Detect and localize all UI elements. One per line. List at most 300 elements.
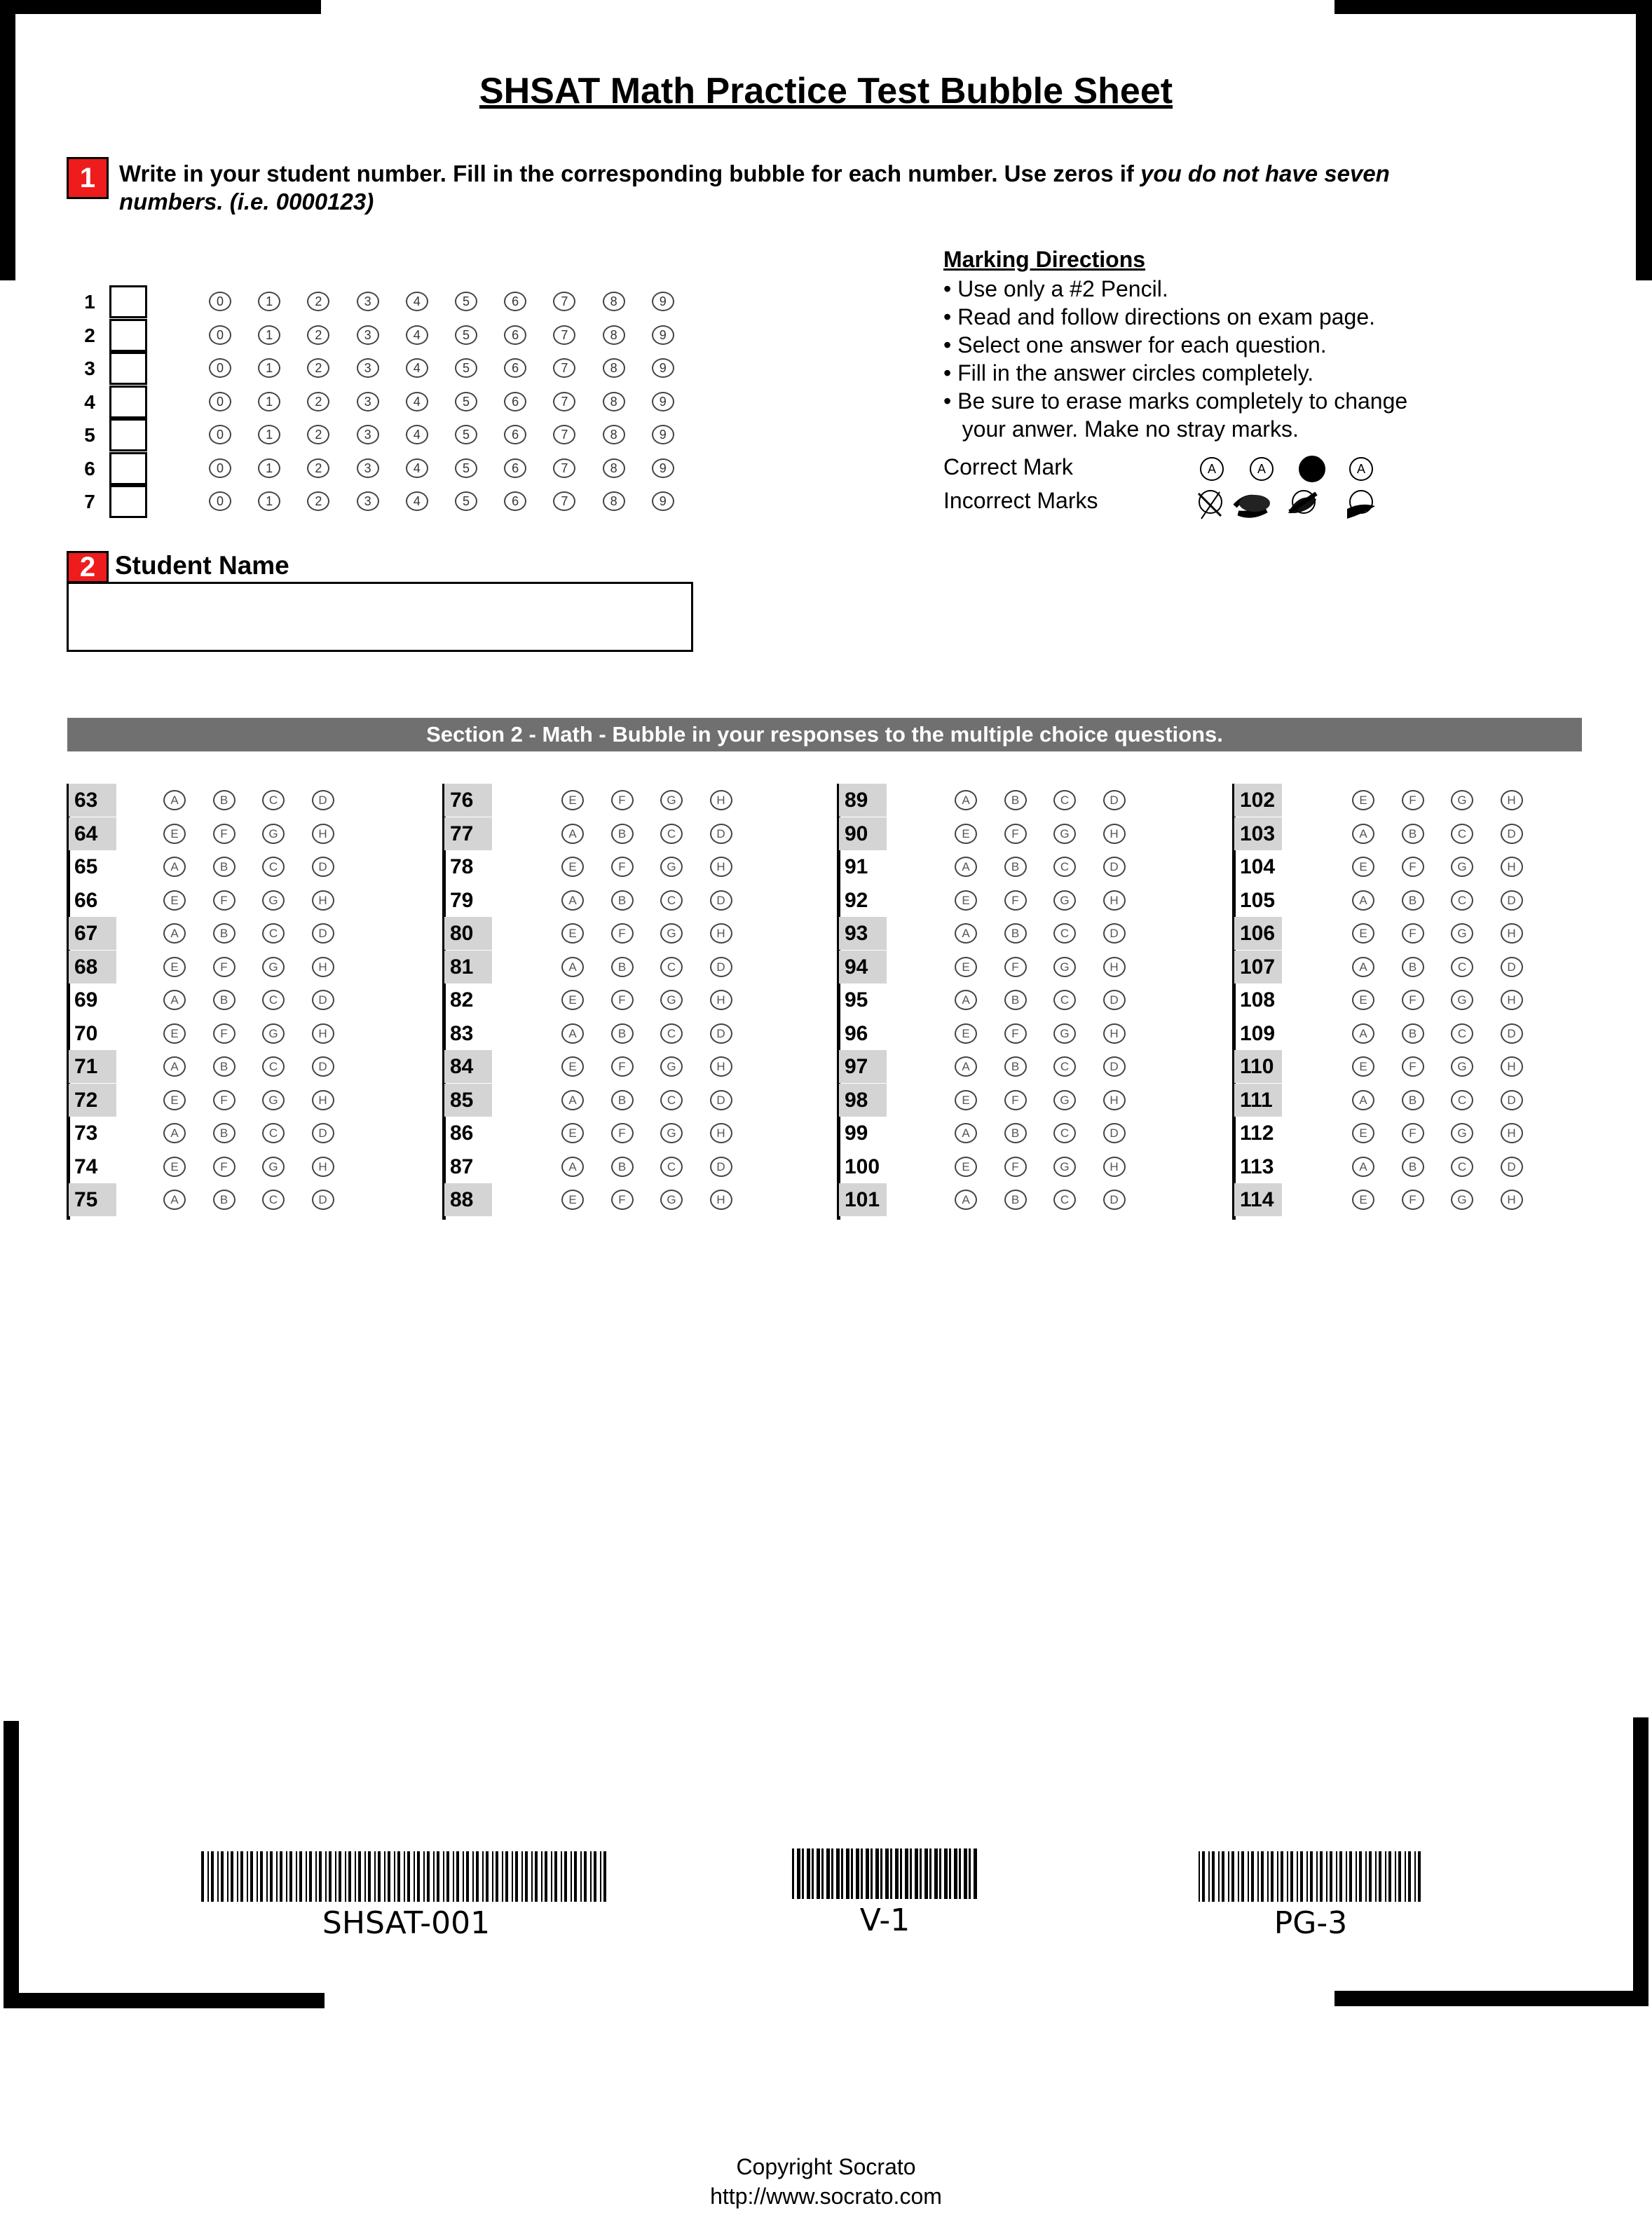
barcode-bar [846,1848,849,1899]
answer-bubble[interactable]: E [163,824,186,844]
digit-bubble[interactable]: 2 [307,292,329,311]
answer-bubble[interactable]: A [561,890,584,911]
answer-bubble[interactable]: C [1053,1190,1076,1210]
digit-bubble[interactable]: 6 [504,392,526,411]
answer-bubble[interactable]: E [163,890,186,911]
digit-bubble[interactable]: 1 [258,325,280,345]
answer-bubble[interactable]: F [1402,990,1424,1010]
digit-bubble[interactable]: 7 [553,292,575,311]
answer-bubble[interactable]: B [611,1157,634,1177]
answer-bubble[interactable]: B [213,990,235,1010]
student-name-field[interactable] [67,582,693,652]
answer-bubble[interactable]: C [1451,1090,1473,1110]
answer-bubble[interactable]: B [1004,990,1027,1010]
answer-bubble[interactable]: A [1352,824,1374,844]
answer-bubble[interactable]: B [1402,1157,1424,1177]
answer-bubble[interactable]: D [1103,1056,1126,1077]
digit-bubble[interactable]: 4 [406,491,428,511]
answer-bubble[interactable]: C [660,890,683,911]
digit-bubble[interactable]: 1 [258,292,280,311]
answer-bubble[interactable]: D [1103,1123,1126,1143]
digit-bubble[interactable]: 0 [209,491,231,511]
answer-bubble[interactable]: F [213,1157,235,1177]
answer-bubble[interactable]: A [561,957,584,977]
digit-bubble[interactable]: 8 [603,392,625,411]
answer-bubble[interactable]: C [1451,890,1473,911]
answer-bubble[interactable]: H [710,923,732,944]
answer-bubble[interactable]: A [163,857,186,877]
digit-bubble[interactable]: 4 [406,392,428,411]
answer-bubble[interactable]: B [611,890,634,911]
answer-bubble[interactable]: F [611,1056,634,1077]
answer-bubble[interactable]: D [1501,1023,1523,1044]
answer-bubble[interactable]: A [163,1190,186,1210]
answer-bubble[interactable]: E [163,1090,186,1110]
answer-bubble[interactable]: F [1402,1123,1424,1143]
digit-bubble[interactable]: 9 [652,458,674,478]
answer-bubble[interactable]: A [1352,1023,1374,1044]
answer-bubble[interactable]: B [1402,824,1424,844]
digit-bubble[interactable]: 4 [406,458,428,478]
digit-bubble[interactable]: 6 [504,325,526,345]
answer-bubble[interactable]: A [561,1090,584,1110]
digit-bubble[interactable]: 2 [307,458,329,478]
answer-bubble[interactable]: G [1053,890,1076,911]
answer-bubble[interactable]: E [561,1190,584,1210]
answer-bubble[interactable]: F [611,1123,634,1143]
student-number-row [76,485,692,518]
answer-bubble[interactable]: F [1004,1023,1027,1044]
digit-bubble[interactable]: 0 [209,458,231,478]
answer-bubble[interactable]: D [710,824,732,844]
answer-bubble[interactable]: A [1352,1157,1374,1177]
answer-bubble[interactable]: F [1402,923,1424,944]
answer-bubble[interactable]: A [1352,957,1374,977]
answer-bubble[interactable]: H [1103,890,1126,911]
answer-bubble[interactable]: H [1501,923,1523,944]
answer-bubble[interactable]: F [1004,1157,1027,1177]
answer-bubble[interactable]: G [1451,790,1473,810]
digit-bubble[interactable]: 8 [603,458,625,478]
answer-bubble[interactable]: E [1352,790,1374,810]
digit-bubble[interactable]: 8 [603,292,625,311]
answer-bubble[interactable]: E [955,1157,977,1177]
answer-bubble[interactable]: G [262,1157,285,1177]
answer-bubble[interactable]: E [561,1123,584,1143]
student-number-digit-box[interactable] [109,452,147,485]
answer-bubble[interactable]: F [1402,790,1424,810]
answer-bubble[interactable]: D [710,890,732,911]
answer-bubble[interactable]: H [1501,1190,1523,1210]
answer-bubble[interactable]: B [1004,857,1027,877]
answer-bubble[interactable]: E [1352,1056,1374,1077]
answer-bubble[interactable]: H [1501,990,1523,1010]
answer-bubble[interactable]: C [1053,1056,1076,1077]
answer-bubble[interactable]: D [1501,824,1523,844]
answer-bubble[interactable]: E [1352,1123,1374,1143]
answer-bubble[interactable]: A [955,1056,977,1077]
answer-bubble[interactable]: G [1451,1190,1473,1210]
student-number-digit-box[interactable] [109,352,147,385]
digit-bubble[interactable]: 5 [455,358,477,378]
answer-bubble[interactable]: G [660,923,683,944]
digit-bubble[interactable]: 5 [455,292,477,311]
answer-bubble[interactable]: B [1004,790,1027,810]
answer-bubble[interactable]: H [1501,1056,1523,1077]
digit-bubble[interactable]: 2 [307,392,329,411]
answer-bubble[interactable]: D [1501,1090,1523,1110]
digit-bubble[interactable]: 6 [504,425,526,444]
answer-bubble[interactable]: E [955,1023,977,1044]
answer-bubble[interactable]: G [262,890,285,911]
answer-bubble[interactable]: H [710,1056,732,1077]
answer-bubble[interactable]: D [312,857,334,877]
answer-bubble[interactable]: F [611,923,634,944]
answer-bubble[interactable]: A [163,1123,186,1143]
answer-bubble[interactable]: C [660,1023,683,1044]
answer-bubble[interactable]: G [1053,957,1076,977]
answer-bubble[interactable]: A [955,990,977,1010]
digit-bubble[interactable]: 9 [652,491,674,511]
answer-bubble[interactable]: C [1053,857,1076,877]
answer-bubble[interactable]: C [660,1090,683,1110]
answer-bubble[interactable]: A [955,790,977,810]
answer-bubble[interactable]: B [611,824,634,844]
digit-bubble[interactable]: 2 [307,358,329,378]
answer-bubble[interactable]: H [1103,957,1126,977]
digit-bubble[interactable]: 2 [307,325,329,345]
digit-bubble[interactable]: 1 [258,358,280,378]
answer-bubble[interactable]: C [1451,957,1473,977]
answer-bubble[interactable]: E [163,1157,186,1177]
digit-bubble[interactable]: 8 [603,325,625,345]
answer-bubble[interactable]: C [262,923,285,944]
answer-bubble[interactable]: F [611,790,634,810]
answer-bubble[interactable]: A [163,990,186,1010]
answer-bubble[interactable]: G [660,990,683,1010]
answer-bubble[interactable]: G [660,1190,683,1210]
answer-bubble[interactable]: E [561,990,584,1010]
footer-url[interactable]: http://www.socrato.com [710,2184,942,2209]
answer-bubble[interactable]: D [312,1056,334,1077]
answer-bubble[interactable]: C [1451,824,1473,844]
answer-bubble[interactable]: A [561,824,584,844]
answer-bubble[interactable]: E [955,1090,977,1110]
answer-bubble[interactable]: B [1402,957,1424,977]
digit-bubble[interactable]: 1 [258,458,280,478]
answer-bubble[interactable]: F [213,1090,235,1110]
digit-bubble[interactable]: 5 [455,325,477,345]
digit-bubble[interactable]: 2 [307,491,329,511]
answer-bubble[interactable]: D [1103,790,1126,810]
answer-bubble[interactable]: F [1004,957,1027,977]
digit-bubble[interactable]: 7 [553,425,575,444]
answer-bubble[interactable]: D [1501,1157,1523,1177]
answer-bubble[interactable]: C [262,1190,285,1210]
answer-bubble[interactable]: D [1103,923,1126,944]
answer-bubble[interactable]: F [213,1023,235,1044]
answer-bubble[interactable]: F [213,824,235,844]
answer-bubble[interactable]: B [1004,1123,1027,1143]
answer-bubble[interactable]: G [1053,1157,1076,1177]
student-number-digit-box[interactable] [109,386,147,418]
answer-bubble[interactable]: C [660,957,683,977]
digit-bubble[interactable]: 6 [504,458,526,478]
digit-bubble[interactable]: 5 [455,458,477,478]
digit-bubble[interactable]: 0 [209,325,231,345]
answer-bubble[interactable]: H [312,1023,334,1044]
digit-bubble[interactable]: 8 [603,425,625,444]
answer-bubble[interactable]: E [1352,990,1374,1010]
answer-bubble[interactable]: D [710,1090,732,1110]
answer-bubble[interactable]: H [710,1123,732,1143]
answer-bubble[interactable]: F [611,1190,634,1210]
answer-bubble[interactable]: B [1004,1190,1027,1210]
barcode-bar [964,1848,967,1899]
answer-bubble[interactable]: C [1451,1157,1473,1177]
answer-bubble[interactable]: E [561,923,584,944]
answer-bubble[interactable]: C [1053,790,1076,810]
answer-bubble[interactable]: C [1053,1123,1076,1143]
answer-bubble[interactable]: E [561,790,584,810]
answer-bubble[interactable]: F [611,990,634,1010]
answer-bubble[interactable]: F [213,890,235,911]
answer-bubble[interactable]: E [1352,923,1374,944]
digit-bubble[interactable]: 3 [357,325,379,345]
answer-bubble[interactable]: H [312,1090,334,1110]
answer-bubble[interactable]: D [710,1023,732,1044]
answer-bubble[interactable]: H [312,957,334,977]
answer-bubble[interactable]: A [1352,1090,1374,1110]
answer-bubble[interactable]: H [1103,1090,1126,1110]
answer-bubble[interactable]: H [710,990,732,1010]
student-number-digit-box[interactable] [109,485,147,518]
student-number-digit-box[interactable] [109,418,147,451]
answer-bubble[interactable]: G [660,1123,683,1143]
question-row [1234,1084,1571,1117]
answer-bubble[interactable]: G [660,1056,683,1077]
answer-bubble[interactable]: G [1451,990,1473,1010]
digit-bubble[interactable]: 2 [307,425,329,444]
answer-bubble[interactable]: A [955,923,977,944]
answer-bubble[interactable]: C [262,1123,285,1143]
answer-bubble[interactable]: D [710,1157,732,1177]
answer-bubble[interactable]: H [710,857,732,877]
answer-bubble[interactable]: H [1103,824,1126,844]
digit-bubble[interactable]: 0 [209,392,231,411]
answer-bubble[interactable]: C [660,1157,683,1177]
question-row [839,884,1175,917]
answer-bubble[interactable]: G [1451,923,1473,944]
answer-bubble[interactable]: G [1053,1090,1076,1110]
digit-bubble[interactable]: 0 [209,358,231,378]
answer-bubble[interactable]: H [312,1157,334,1177]
digit-bubble[interactable]: 7 [553,491,575,511]
answer-bubble[interactable]: E [561,1056,584,1077]
digit-bubble[interactable]: 3 [357,491,379,511]
answer-bubble[interactable]: B [213,857,235,877]
answer-bubble[interactable]: B [1402,1090,1424,1110]
digit-bubble[interactable]: 3 [357,358,379,378]
answer-bubble[interactable]: E [955,890,977,911]
answer-bubble[interactable]: E [1352,1190,1374,1210]
answer-bubble[interactable]: G [262,824,285,844]
student-number-digit-box[interactable] [109,285,147,318]
answer-bubble[interactable]: F [611,857,634,877]
answer-bubble[interactable]: B [213,1056,235,1077]
answer-bubble[interactable]: B [611,1023,634,1044]
answer-bubble[interactable]: C [262,857,285,877]
answer-bubble[interactable]: E [163,957,186,977]
answer-bubble[interactable]: A [955,1190,977,1210]
digit-bubble[interactable]: 3 [357,425,379,444]
answer-bubble[interactable]: F [1402,857,1424,877]
digit-bubble[interactable]: 1 [258,425,280,444]
answer-bubble[interactable]: D [312,1190,334,1210]
answer-bubble[interactable]: F [1004,890,1027,911]
digit-bubble[interactable]: 9 [652,325,674,345]
answer-bubble[interactable]: E [955,824,977,844]
digit-bubble[interactable]: 5 [455,425,477,444]
digit-bubble[interactable]: 6 [504,292,526,311]
answer-bubble[interactable]: H [1501,857,1523,877]
answer-bubble[interactable]: D [710,957,732,977]
answer-bubble[interactable]: H [1103,1023,1126,1044]
answer-bubble[interactable]: B [1402,890,1424,911]
answer-bubble[interactable]: C [1053,923,1076,944]
answer-bubble[interactable]: C [262,990,285,1010]
barcode-bar [1267,1851,1269,1902]
answer-bubble[interactable]: F [1004,824,1027,844]
answer-bubble[interactable]: B [213,1190,235,1210]
digit-bubble[interactable]: 4 [406,358,428,378]
digit-bubble[interactable]: 0 [209,425,231,444]
digit-bubble[interactable]: 9 [652,425,674,444]
answer-bubble[interactable]: D [312,990,334,1010]
answer-bubble[interactable]: A [163,790,186,810]
digit-bubble[interactable]: 4 [406,325,428,345]
digit-bubble[interactable]: 7 [553,392,575,411]
question-row [1234,917,1571,950]
answer-bubble[interactable]: C [1053,990,1076,1010]
answer-bubble[interactable]: B [213,790,235,810]
answer-bubble[interactable]: A [955,857,977,877]
answer-bubble[interactable]: A [955,1123,977,1143]
student-number-digit-box[interactable] [109,319,147,352]
answer-bubble[interactable]: E [955,957,977,977]
answer-bubble[interactable]: F [213,957,235,977]
digit-bubble[interactable]: 3 [357,458,379,478]
digit-bubble[interactable]: 5 [455,392,477,411]
answer-bubble[interactable]: G [1053,1023,1076,1044]
digit-bubble[interactable]: 7 [553,358,575,378]
answer-bubble[interactable]: C [262,1056,285,1077]
answer-bubble[interactable]: G [1451,857,1473,877]
answer-bubble[interactable]: G [1451,1123,1473,1143]
answer-bubble[interactable]: H [710,790,732,810]
answer-bubble[interactable]: B [1402,1023,1424,1044]
answer-bubble[interactable]: A [561,1023,584,1044]
answer-bubble[interactable]: G [262,1023,285,1044]
answer-bubble[interactable]: G [1451,1056,1473,1077]
digit-bubble[interactable]: 1 [258,392,280,411]
question-row [444,1183,781,1216]
digit-bubble[interactable]: 9 [652,358,674,378]
answer-bubble[interactable]: C [1451,1023,1473,1044]
answer-bubble[interactable]: H [1501,1123,1523,1143]
answer-bubble[interactable]: G [660,790,683,810]
answer-bubble[interactable]: B [611,957,634,977]
answer-bubble[interactable]: E [1352,857,1374,877]
answer-bubble[interactable]: A [561,1157,584,1177]
barcode-bar [1395,1851,1396,1902]
digit-bubble[interactable]: 9 [652,292,674,311]
answer-bubble[interactable]: E [163,1023,186,1044]
digit-bubble[interactable]: 7 [553,458,575,478]
answer-bubble[interactable]: B [611,1090,634,1110]
answer-bubble[interactable]: F [1402,1190,1424,1210]
answer-bubble[interactable]: H [1103,1157,1126,1177]
digit-bubble[interactable]: 1 [258,491,280,511]
answer-bubble[interactable]: D [1103,857,1126,877]
digit-bubble[interactable]: 5 [455,491,477,511]
answer-bubble[interactable]: H [312,890,334,911]
answer-bubble[interactable]: B [1004,1056,1027,1077]
answer-bubble[interactable]: H [312,824,334,844]
digit-bubble[interactable]: 3 [357,392,379,411]
question-row [839,1150,1175,1183]
answer-bubble[interactable]: D [1103,990,1126,1010]
digit-bubble[interactable]: 6 [504,358,526,378]
answer-bubble[interactable]: B [213,1123,235,1143]
marking-direction-item: your anwer. Make no stray marks. [943,416,1299,442]
answer-bubble[interactable]: G [1053,824,1076,844]
answer-bubble[interactable]: D [1501,890,1523,911]
answer-bubble[interactable]: G [262,957,285,977]
answer-bubble[interactable]: B [213,923,235,944]
digit-bubble[interactable]: 4 [406,292,428,311]
answer-bubble[interactable]: C [262,790,285,810]
answer-bubble[interactable]: H [1501,790,1523,810]
answer-bubble[interactable]: C [660,824,683,844]
answer-bubble[interactable]: A [163,923,186,944]
question-row [69,850,405,883]
answer-bubble[interactable]: F [1402,1056,1424,1077]
digit-bubble[interactable]: 6 [504,491,526,511]
answer-bubble[interactable]: B [1004,923,1027,944]
barcode-bar [240,1851,243,1902]
digit-bubble[interactable]: 0 [209,292,231,311]
digit-bubble[interactable]: 9 [652,392,674,411]
answer-bubble[interactable]: D [1501,957,1523,977]
answer-bubble[interactable]: D [312,1123,334,1143]
answer-bubble[interactable]: F [1004,1090,1027,1110]
answer-bubble[interactable]: D [312,790,334,810]
answer-bubble[interactable]: A [1352,890,1374,911]
digit-bubble[interactable]: 8 [603,358,625,378]
digit-bubble[interactable]: 4 [406,425,428,444]
answer-bubble[interactable]: G [660,857,683,877]
digit-bubble[interactable]: 7 [553,325,575,345]
answer-bubble[interactable]: A [163,1056,186,1077]
digit-bubble[interactable]: 3 [357,292,379,311]
answer-bubble[interactable]: D [1103,1190,1126,1210]
answer-bubble[interactable]: E [561,857,584,877]
answer-bubble[interactable]: G [262,1090,285,1110]
digit-bubble[interactable]: 8 [603,491,625,511]
answer-bubble[interactable]: D [312,923,334,944]
answer-bubble[interactable]: H [710,1190,732,1210]
